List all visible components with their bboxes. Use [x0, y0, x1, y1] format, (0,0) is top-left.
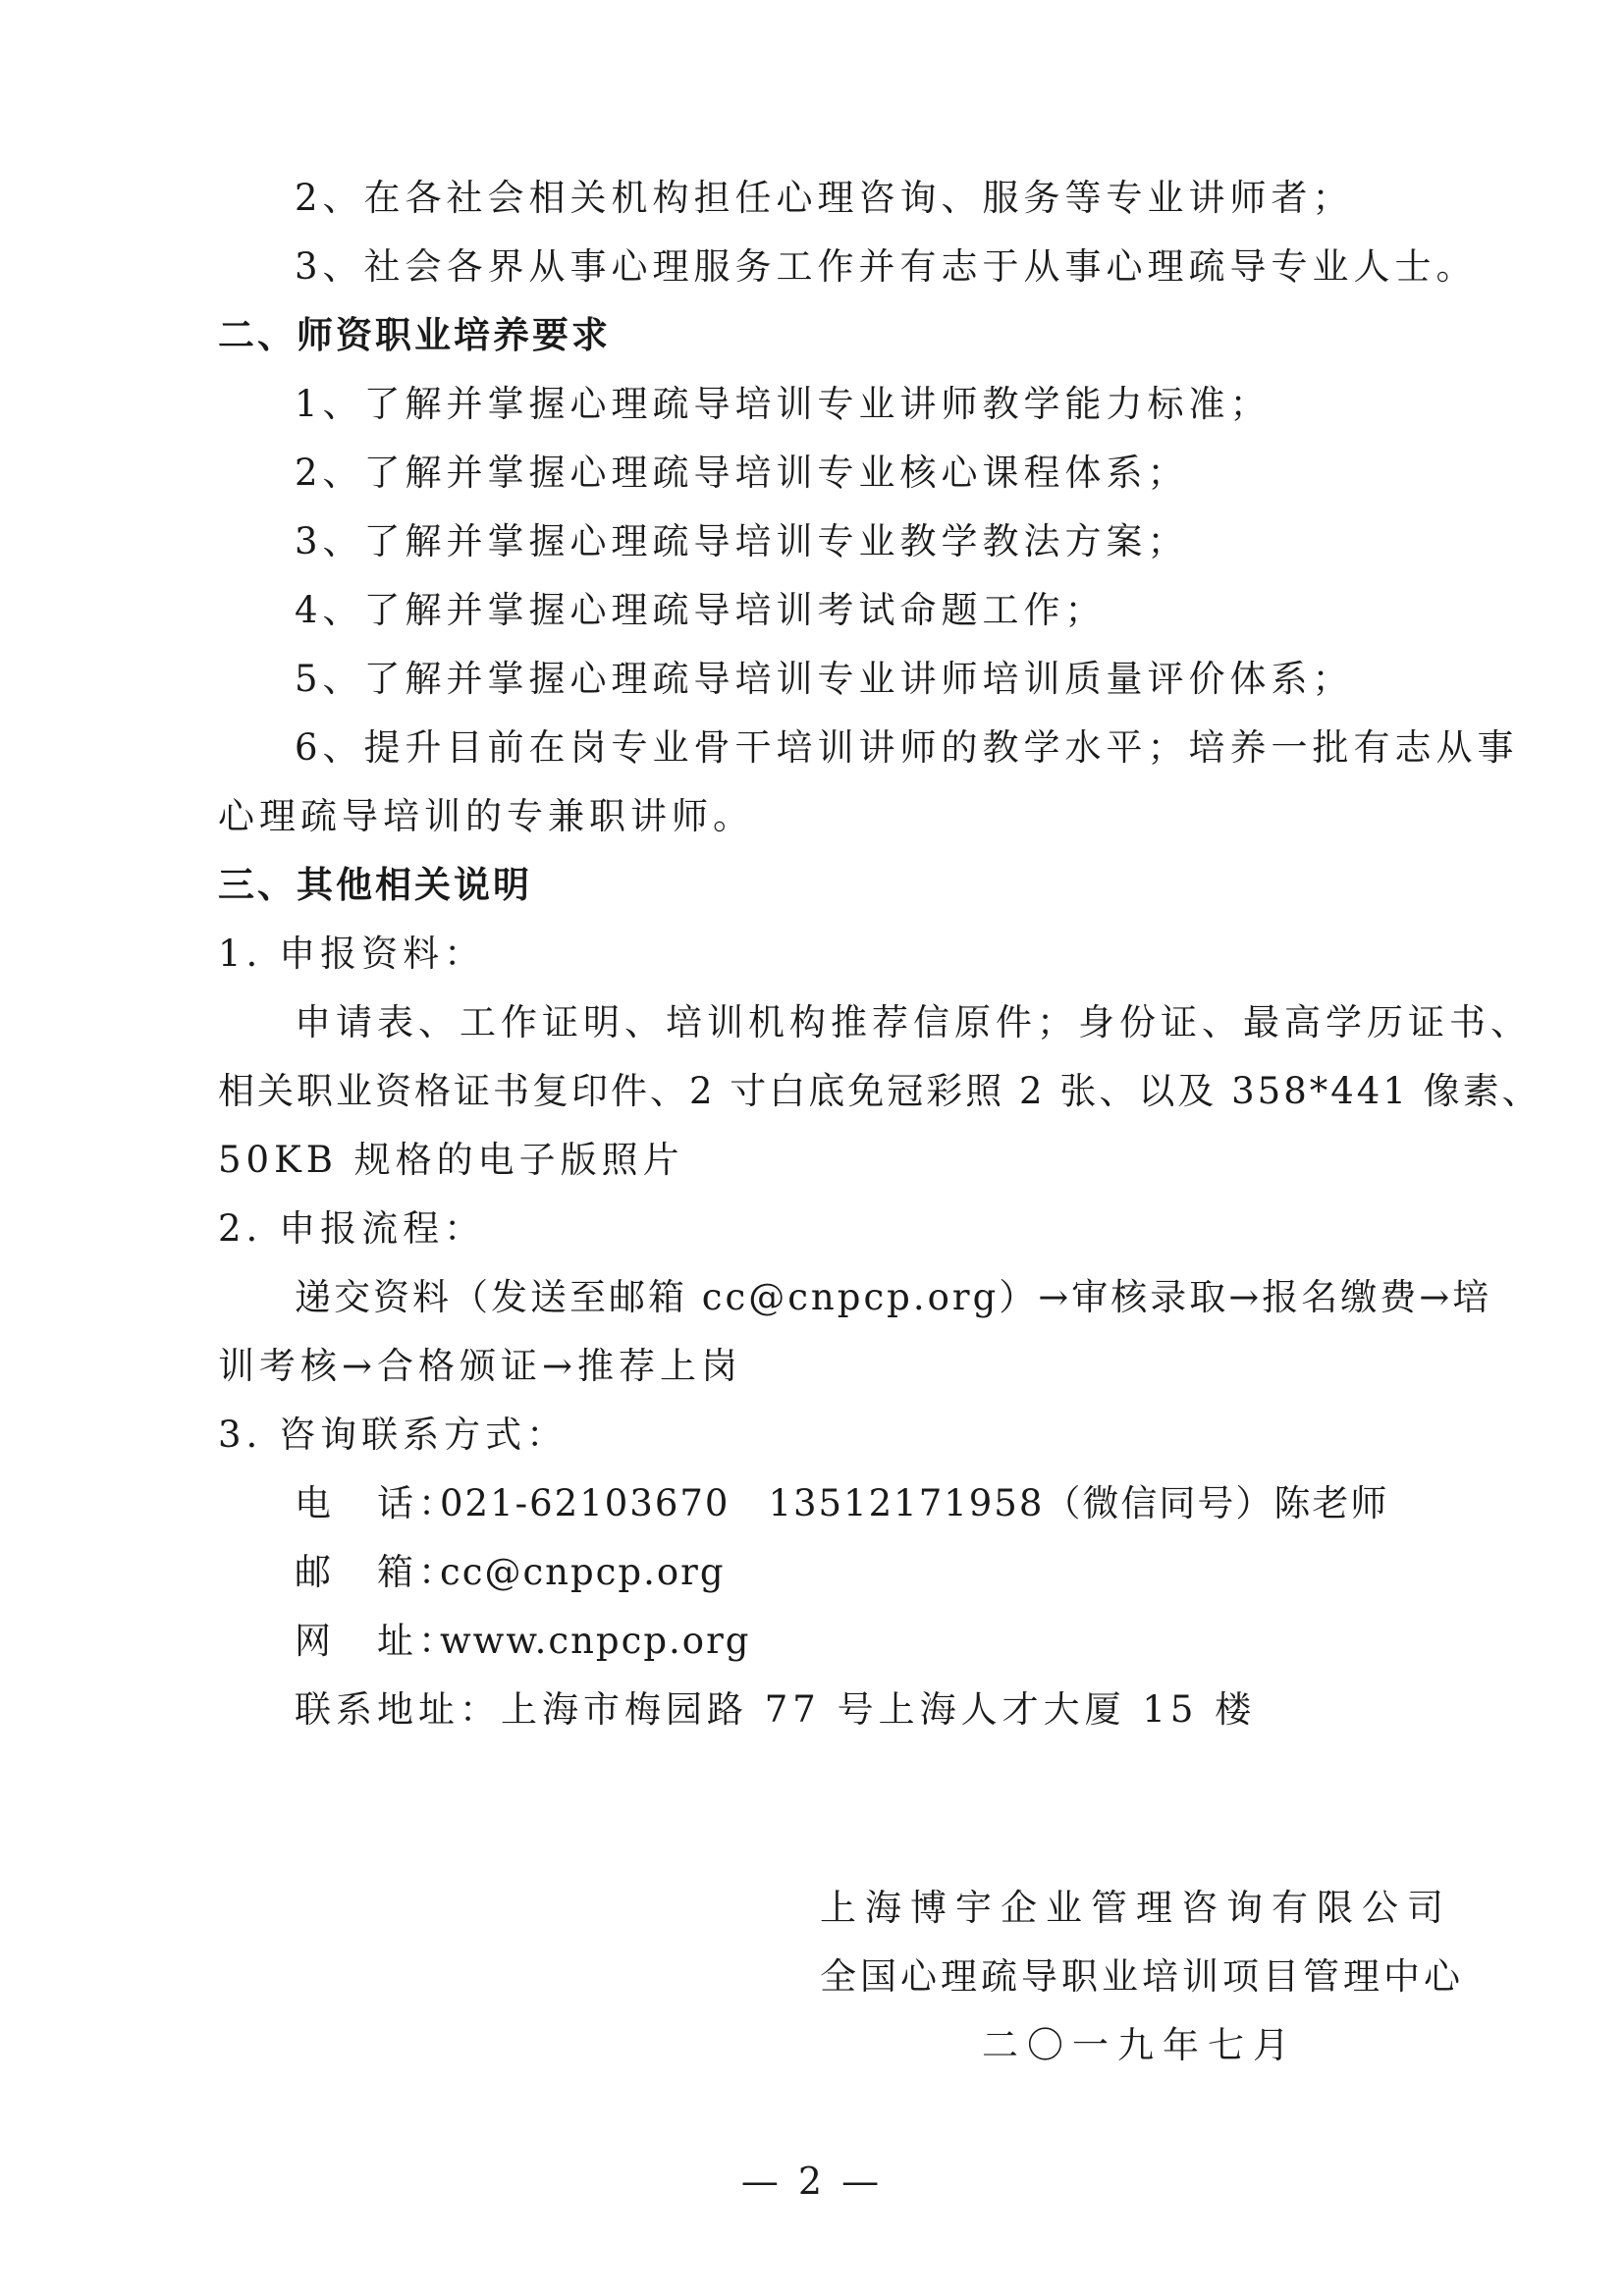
- website-value: www.cnpcp.org: [440, 1620, 751, 1662]
- paragraph-line: 申请表、工作证明、培训机构推荐信原件；身份证、最高学历证书、: [295, 1001, 1532, 1043]
- signature-company: 上海博宇企业管理咨询有限公司: [820, 1887, 1452, 1929]
- subsection-title: 3. 咨询联系方式：: [218, 1414, 568, 1456]
- email-label: 邮 箱：: [295, 1551, 460, 1593]
- list-item: 3、了解并掌握心理疏导培训专业教学教法方案；: [295, 520, 1189, 562]
- paragraph-line: 训考核→合格颁证→推荐上岗: [218, 1345, 743, 1387]
- email-value: cc@cnpcp.org: [440, 1551, 726, 1593]
- list-item: 6、提升目前在岗专业骨干培训讲师的教学水平；培养一批有志从事: [295, 726, 1519, 769]
- signature-center: 全国心理疏导职业培训项目管理中心: [820, 1955, 1464, 1998]
- phone-label: 电 话：: [295, 1482, 460, 1524]
- contact-phone: [295, 1480, 1388, 1527]
- list-item: 4、了解并掌握心理疏导培训考试命题工作；: [295, 589, 1107, 631]
- paragraph-line: 相关职业资格证书复印件、2 寸白底免冠彩照 2 张、以及 358*441 像素、: [218, 1070, 1542, 1112]
- list-item: 2、了解并掌握心理疏导培训专业核心课程体系；: [295, 452, 1189, 494]
- phone-value: 021-62103670 13512171958（微信同号）陈老师: [440, 1482, 1389, 1524]
- list-item: 5、了解并掌握心理疏导培训专业讲师培训质量评价体系；: [295, 658, 1354, 700]
- list-item: 2、在各社会相关机构担任心理咨询、服务等专业讲师者；: [295, 177, 1354, 219]
- paragraph-line: 递交资料（发送至邮箱 cc@cnpcp.org）→审核录取→报名缴费→培: [295, 1276, 1492, 1318]
- contact-website: [295, 1618, 750, 1665]
- signature-date: 二〇一九年七月: [982, 2024, 1298, 2066]
- list-item-continuation: 心理疏导培训的专兼职讲师。: [218, 795, 754, 837]
- section-heading: 二、师资职业培养要求: [218, 314, 611, 356]
- contact-address: 联系地址：上海市梅园路 77 号上海人才大厦 15 楼: [295, 1688, 1257, 1731]
- list-item: 1、了解并掌握心理疏导培训专业讲师教学能力标准；: [295, 383, 1272, 425]
- page-number: — 2 —: [740, 2160, 884, 2203]
- subsection-title: 1. 申报资料：: [218, 933, 486, 975]
- contact-email: [295, 1549, 726, 1596]
- section-heading: 三、其他相关说明: [218, 864, 532, 906]
- paragraph-line: 50KB 规格的电子版照片: [218, 1139, 684, 1181]
- list-item: 3、社会各界从事心理服务工作并有志于从事心理疏导专业人士。: [295, 245, 1478, 288]
- subsection-title: 2. 申报流程：: [218, 1207, 486, 1250]
- website-label: 网 址：: [295, 1620, 460, 1662]
